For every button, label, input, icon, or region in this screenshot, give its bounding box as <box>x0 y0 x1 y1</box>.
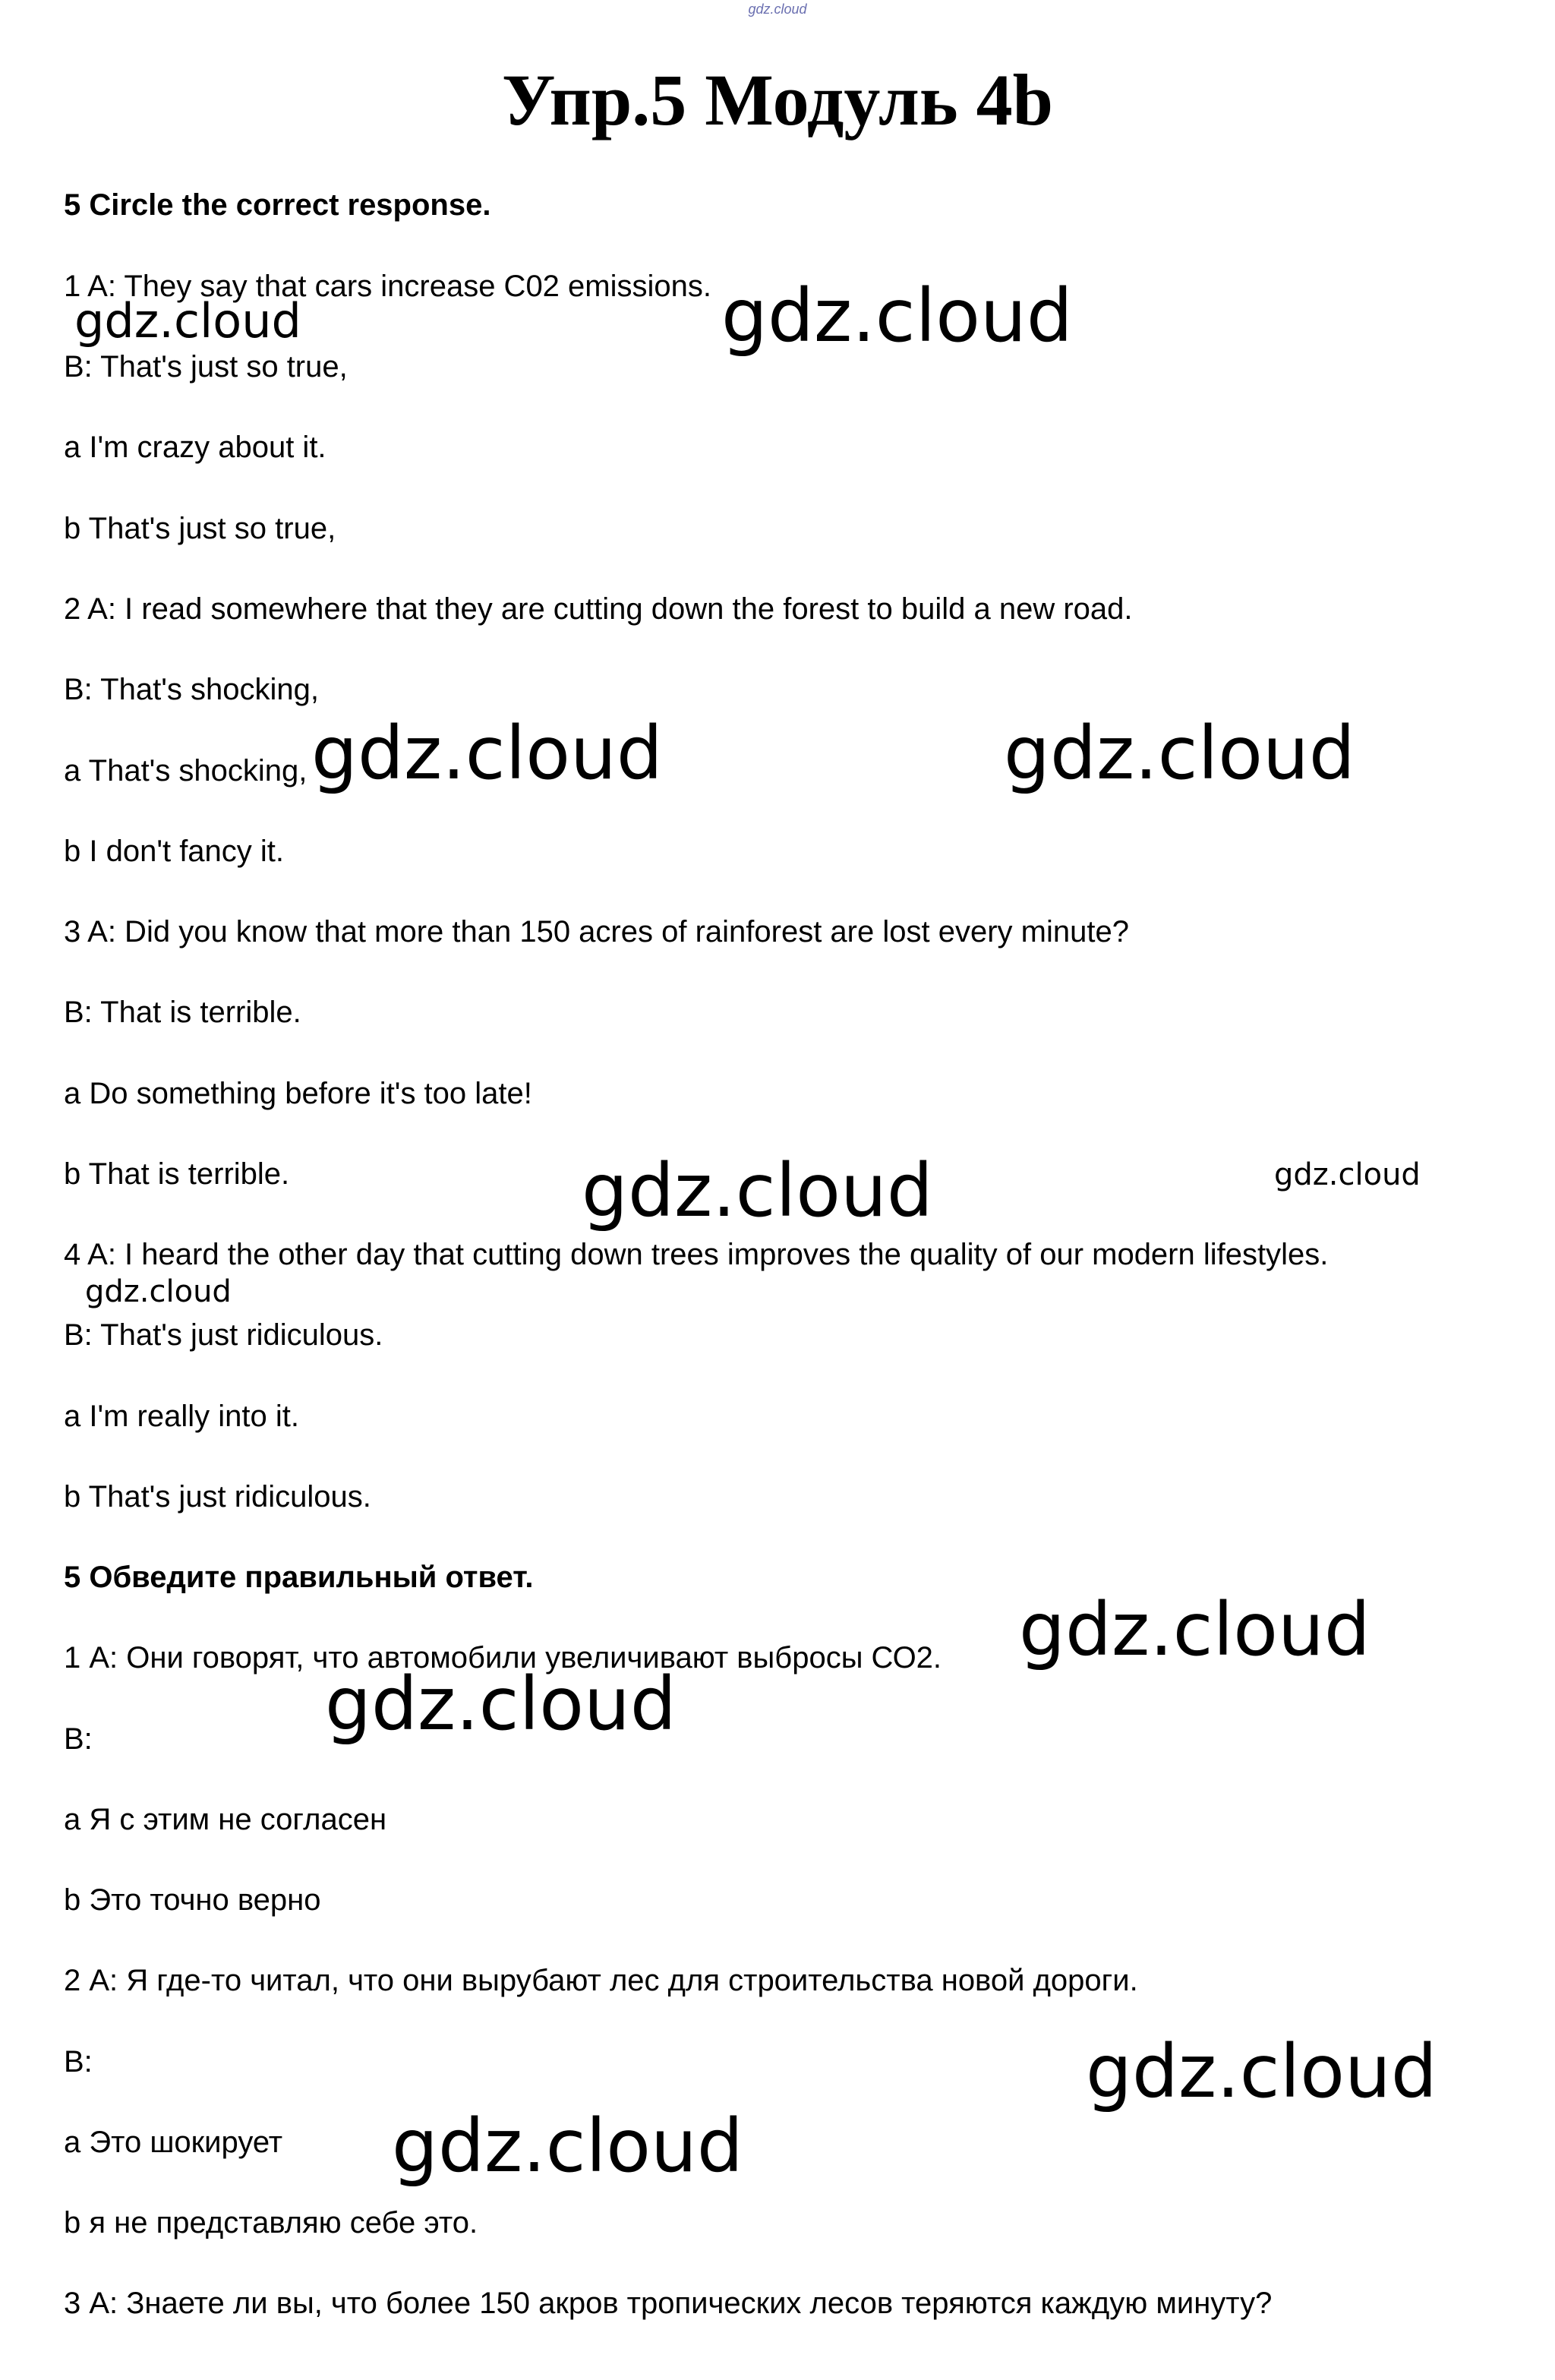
answer-option: a That's shocking, <box>64 754 308 788</box>
answer-option: b That's just so true, <box>64 512 336 545</box>
dialogue-line: 1 А: Они говорят, что автомобили увеличивают выбросы СО2. <box>64 1641 942 1675</box>
dialogue-line: B: That's just ridiculous. <box>64 1318 383 1352</box>
dialogue-line: 3 А: Знаете ли вы, что более 150 акров тропических лесов теряются каждую минуту? <box>64 2287 1273 2320</box>
answer-option: a Do something before it's too late! <box>64 1077 532 1110</box>
dialogue-line: B: That is terrible. <box>64 996 301 1029</box>
watermark: gdz.cloud <box>1004 711 1355 796</box>
watermark: gdz.cloud <box>1086 2029 1437 2114</box>
dialogue-line: 1 A: They say that cars increase C02 emissions. <box>64 270 711 303</box>
answer-option: b That's just ridiculous. <box>64 1480 371 1514</box>
answer-option: a I'm really into it. <box>64 1400 299 1433</box>
watermark: gdz.cloud <box>311 711 663 796</box>
dialogue-line: 2 A: I read somewhere that they are cutting down the forest to build a new road. <box>64 592 1133 626</box>
watermark: gdz.cloud <box>392 2104 743 2189</box>
site-watermark-top: gdz.cloud <box>748 2 807 17</box>
watermark: gdz.cloud <box>325 1662 677 1747</box>
exercise-heading-ru: 5 Обведите правильный ответ. <box>64 1561 534 1594</box>
watermark: gdz.cloud <box>74 293 301 349</box>
answer-option: а Это шокирует <box>64 2126 283 2159</box>
dialogue-line: 4 A: I heard the other day that cutting down trees improves the quality of our modern lifestyles. <box>64 1238 1329 1271</box>
dialogue-line: В: <box>64 1722 93 1756</box>
dialogue-line: B: That's shocking, <box>64 673 319 706</box>
exercise-heading-en: 5 Circle the correct response. <box>64 188 491 222</box>
answer-option: a Я с этим не согласен <box>64 1803 387 1836</box>
dialogue-line: B: That's just so true, <box>64 350 348 384</box>
answer-option: b I don't fancy it. <box>64 835 285 868</box>
dialogue-line: 2 А: Я где-то читал, что они вырубают лес для строительства новой дороги. <box>64 1964 1138 1997</box>
watermark: gdz.cloud <box>1019 1587 1370 1672</box>
dialogue-line: 3 A: Did you know that more than 150 acres of rainforest are lost every minute? <box>64 915 1129 949</box>
answer-option: b я не представляю себе это. <box>64 2206 478 2240</box>
answer-option: a I'm crazy about it. <box>64 431 326 464</box>
answer-option: b That is terrible. <box>64 1157 290 1191</box>
watermark: gdz.cloud <box>721 273 1073 358</box>
watermark: gdz.cloud <box>582 1148 933 1233</box>
page-title: Упр.5 Модуль 4b <box>501 59 1054 140</box>
watermark: gdz.cloud <box>1274 1157 1421 1192</box>
watermark: gdz.cloud <box>85 1274 232 1309</box>
dialogue-line: В: <box>64 2045 93 2079</box>
answer-option: b Это точно верно <box>64 1883 321 1917</box>
